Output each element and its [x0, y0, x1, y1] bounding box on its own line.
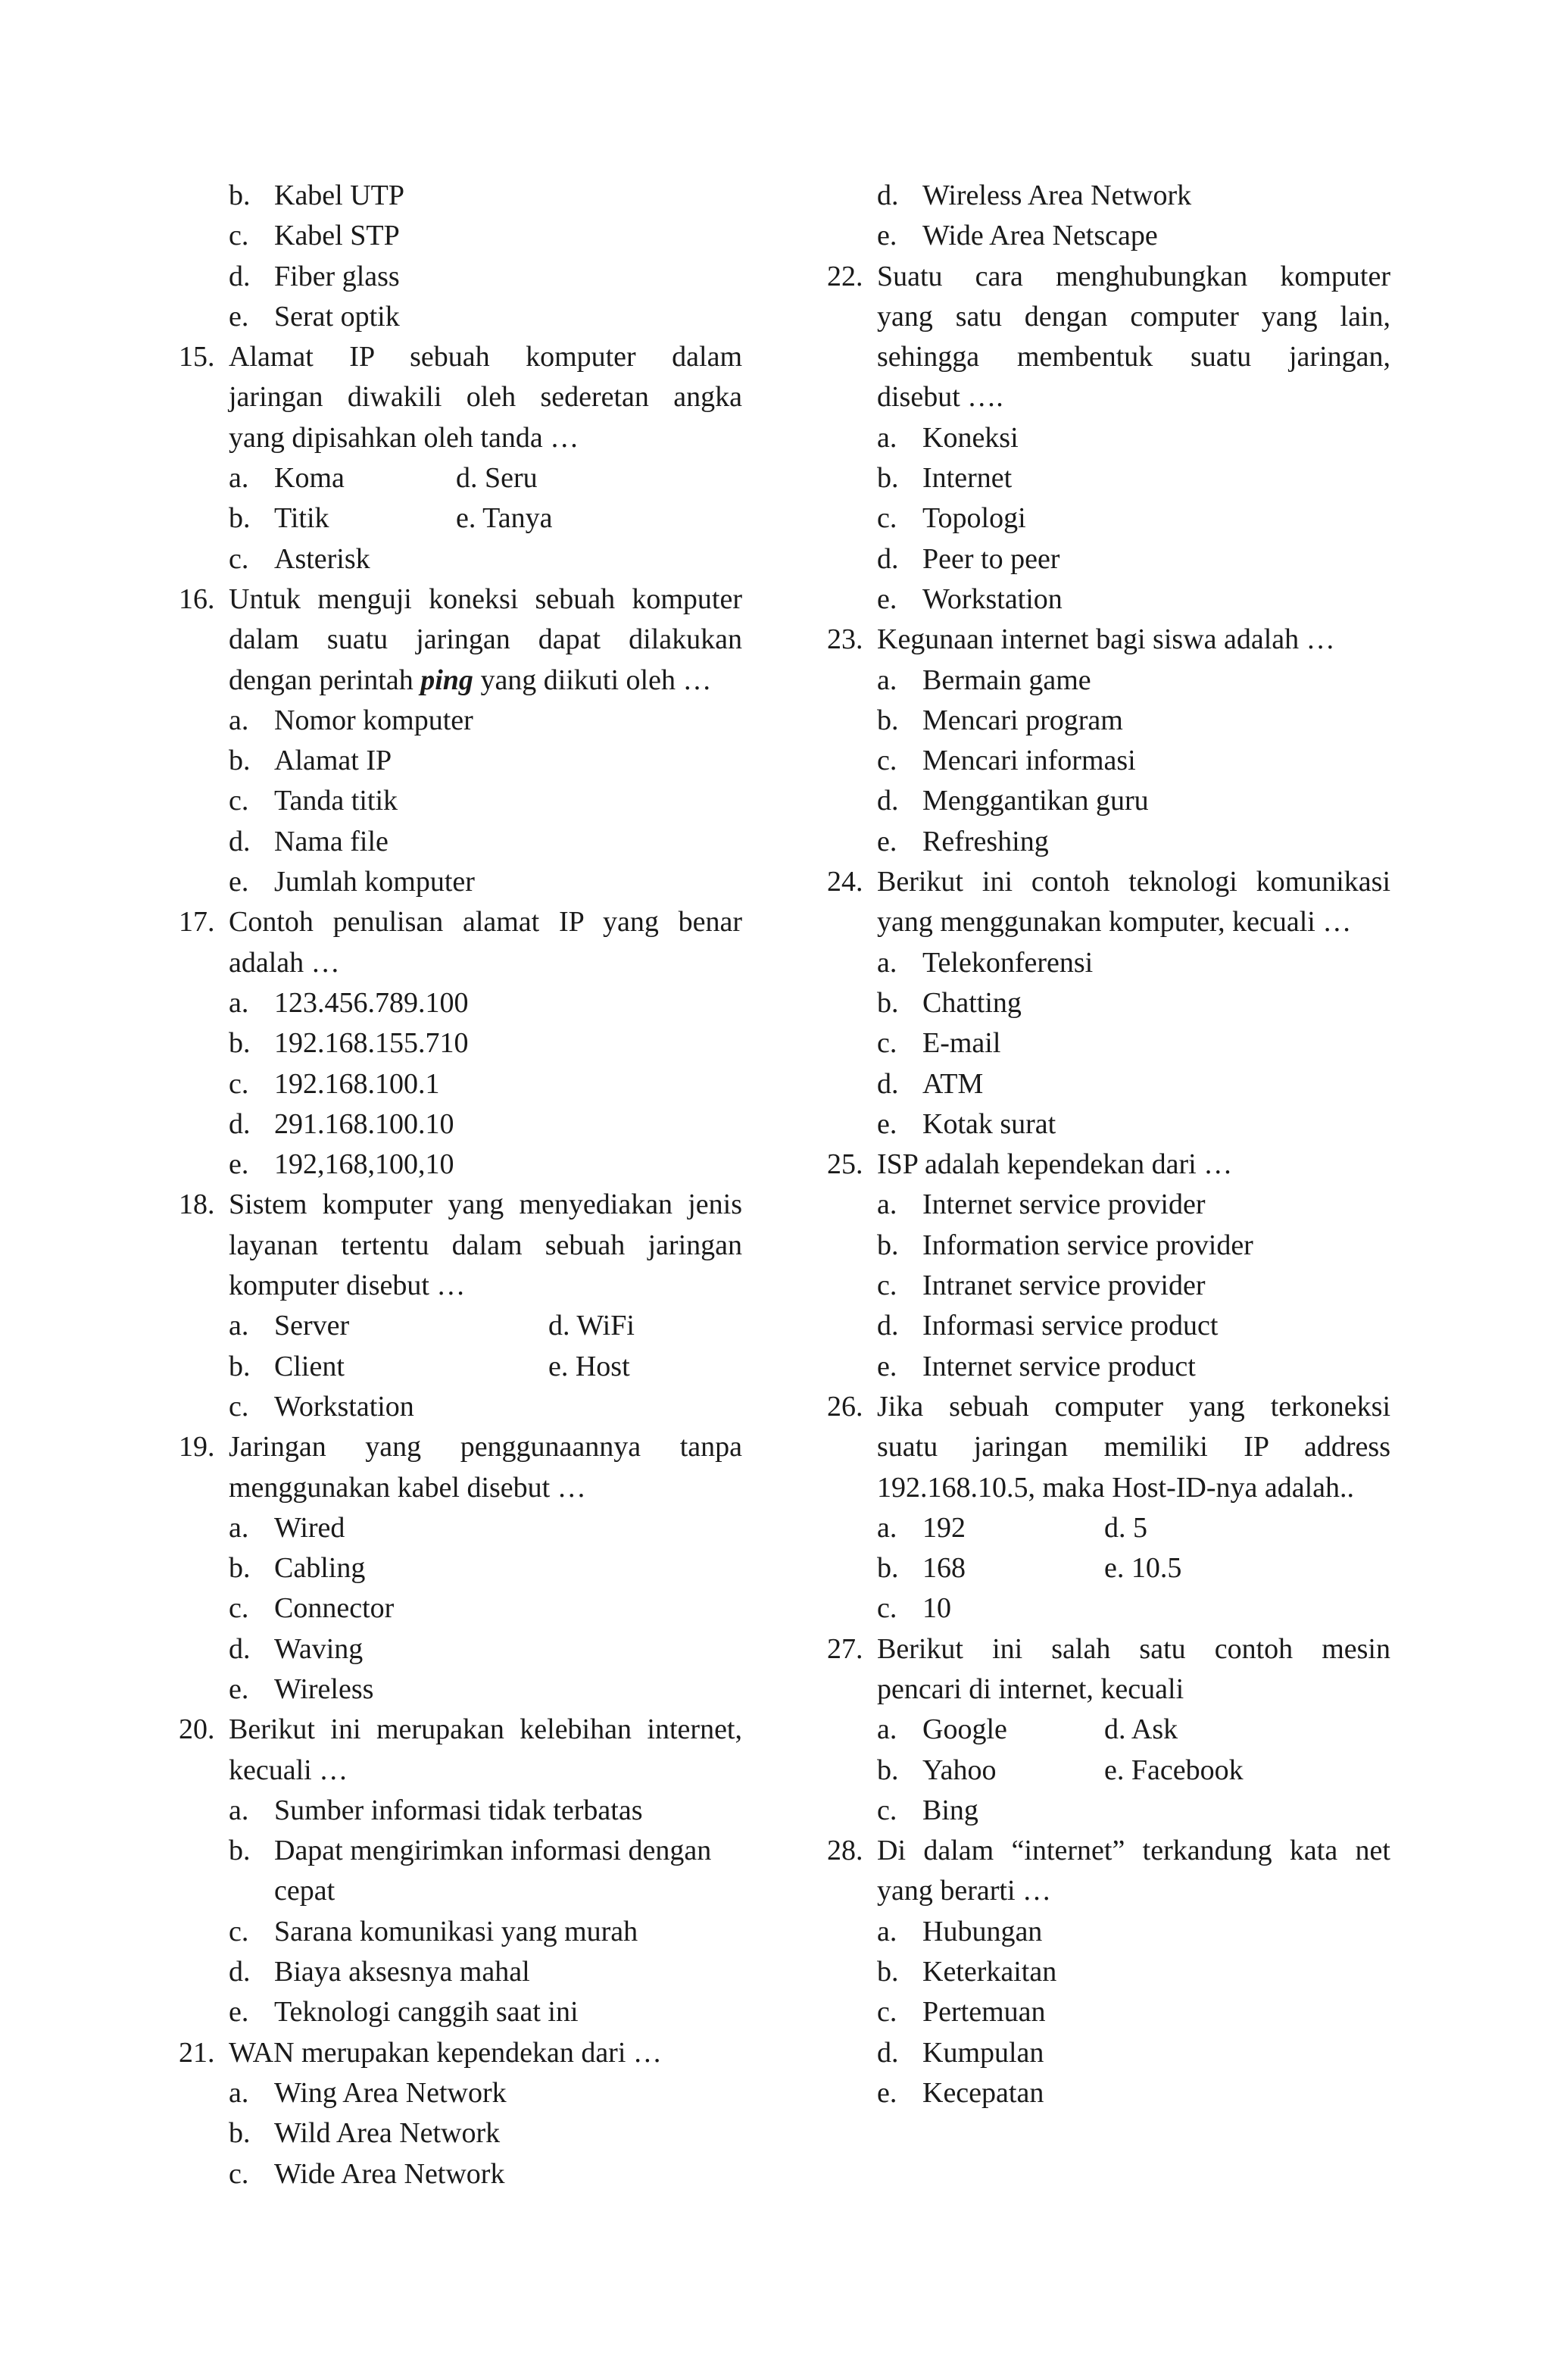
option-text: Workstation	[922, 583, 1063, 615]
option-letter: b.	[229, 1835, 251, 1867]
q20-option-b	[179, 1831, 742, 1871]
q22-option-e	[827, 579, 1390, 620]
q26-option-c	[827, 1588, 1390, 1629]
option-text: 192	[922, 1511, 966, 1544]
q15-option-b	[179, 498, 742, 539]
option-letter: c.	[229, 220, 249, 252]
option-letter: e.	[229, 1148, 249, 1181]
q25-option-a	[827, 1185, 1390, 1225]
option-letter: b.	[229, 745, 251, 777]
q19-option-c	[179, 1588, 742, 1629]
option-text: Yahoo	[922, 1754, 997, 1786]
option-letter: d.	[877, 1310, 899, 1342]
option-text: Teknologi canggih saat ini	[274, 1996, 579, 2029]
q22-question-line	[827, 337, 1390, 377]
q24-question-line	[827, 902, 1390, 942]
option-text: Internet service product	[922, 1350, 1196, 1382]
q19-question-line	[179, 1468, 742, 1508]
option-text: Kumpulan	[922, 2036, 1044, 2069]
option-letter: a.	[877, 1915, 897, 1947]
q28-option-b	[827, 1952, 1390, 1992]
option-text: Koma	[274, 462, 345, 495]
question-text: Jaringan yang penggunaannya tanpa	[229, 1431, 742, 1463]
q24-option-b	[827, 983, 1390, 1023]
question-text: 192.168.10.5, maka Host-ID-nya adalah..	[877, 1471, 1355, 1504]
question-text: yang dipisahkan oleh tanda …	[229, 421, 579, 454]
q25-option-e	[827, 1347, 1390, 1387]
option-text: Client	[274, 1350, 345, 1382]
question-text: yang berarti …	[877, 1875, 1052, 1907]
q26-question-line	[827, 1427, 1390, 1467]
q28-option-e	[827, 2073, 1390, 2113]
question-number: 23.	[827, 623, 863, 656]
q28-question-line	[827, 1831, 1390, 1871]
option-text: Wing Area Network	[274, 2076, 507, 2109]
q24-option-a	[827, 943, 1390, 983]
option-letter: c.	[877, 1027, 897, 1060]
q21-question-line	[179, 2033, 742, 2073]
option-letter: c.	[229, 785, 249, 817]
option-text: Koneksi	[922, 421, 1019, 454]
option-letter: c.	[229, 1390, 249, 1423]
option-text: Kabel UTP	[274, 180, 405, 211]
option-text: Hubungan	[922, 1915, 1043, 1947]
q27-question-line	[827, 1629, 1390, 1669]
option-text: Sarana komunikasi yang murah	[274, 1915, 638, 1947]
option-text: E-mail	[922, 1027, 1001, 1060]
q20-question-line	[179, 1751, 742, 1791]
option-letter: a.	[229, 1794, 249, 1826]
question-text: Berikut ini merupakan kelebihan internet,	[229, 1713, 742, 1746]
option-letter: c.	[877, 1996, 897, 2029]
option-letter: e.	[229, 300, 249, 333]
option-text: cepat	[274, 1875, 335, 1907]
q22-option-c	[827, 498, 1390, 539]
question-text: kecuali …	[229, 1754, 348, 1786]
question-text-part: dengan perintah	[229, 664, 421, 696]
option-letter: a.	[877, 1188, 897, 1221]
option-letter: d.	[877, 542, 899, 575]
option-letter: b.	[877, 462, 899, 495]
q19-option-a	[179, 1508, 742, 1548]
option-letter: d.	[877, 2036, 899, 2069]
question-text: komputer disebut …	[229, 1270, 466, 1302]
option-text: Jumlah komputer	[274, 866, 475, 898]
option-text: Waving	[274, 1632, 364, 1665]
option-text-second: e. Host	[548, 1350, 630, 1382]
q16-option-c	[179, 781, 742, 821]
q18-question-line	[179, 1226, 742, 1266]
option-text: Wide Area Netscape	[922, 220, 1158, 252]
question-number: 25.	[827, 1148, 863, 1181]
option-letter: a.	[877, 664, 897, 696]
q23-option-e	[827, 822, 1390, 862]
option-text: Mencari informasi	[922, 745, 1136, 777]
q18-question-line	[179, 1266, 742, 1306]
option-letter: d.	[229, 825, 251, 857]
q16-option-b	[179, 741, 742, 781]
option-text: Dapat mengirimkan informasi dengan	[274, 1835, 712, 1867]
option-letter: c.	[229, 1592, 249, 1625]
q16-question-line	[179, 661, 742, 701]
option-letter: c.	[877, 745, 897, 777]
left-column	[179, 176, 742, 2194]
option-text: 192.168.155.710	[274, 1027, 469, 1060]
q21-option-b	[179, 2113, 742, 2154]
option-text: Topologi	[922, 502, 1026, 535]
option-letter: e.	[229, 1673, 249, 1705]
q18-option-c	[179, 1387, 742, 1427]
question-text: dalam suatu jaringan dapat dilakukan	[229, 623, 742, 656]
option-text-second: d. 5	[1104, 1511, 1147, 1544]
q23-option-a	[827, 661, 1390, 701]
q16-question-line	[179, 620, 742, 660]
q17-option-a	[179, 983, 742, 1023]
option-text: 123.456.789.100	[274, 986, 469, 1019]
option-text: Titik	[274, 502, 329, 535]
q16-option-a	[179, 701, 742, 741]
option-text: Server	[274, 1310, 350, 1342]
question-text: Berikut ini contoh teknologi komunikasi	[877, 866, 1390, 898]
q17-question-line	[179, 902, 742, 942]
q25-option-d	[827, 1306, 1390, 1346]
option-letter: a.	[229, 1511, 249, 1544]
q26-option-b	[827, 1548, 1390, 1588]
q20-option-d	[179, 1952, 742, 1992]
q20-option-b-continuation	[179, 1871, 742, 1911]
option-text-second: d. Ask	[1104, 1713, 1178, 1746]
option-letter: d.	[229, 260, 251, 292]
q25-question-line	[827, 1145, 1390, 1185]
question-number: 16.	[179, 583, 215, 615]
option-text: Wide Area Network	[274, 2157, 505, 2190]
q17-question-line	[179, 943, 742, 983]
q19-option-e	[179, 1669, 742, 1710]
q19-question-line	[179, 1427, 742, 1467]
q22-question-line	[827, 257, 1390, 297]
q21-option-e	[827, 216, 1390, 256]
option-text: Nama file	[274, 825, 389, 857]
option-text: Wireless	[274, 1673, 374, 1705]
option-text: Internet	[922, 462, 1013, 495]
question-number: 15.	[179, 341, 215, 373]
option-letter: c.	[877, 502, 897, 535]
option-letter: b.	[877, 1552, 899, 1585]
option-text: Cabling	[274, 1552, 366, 1585]
option-letter: c.	[229, 2157, 249, 2190]
question-text: Alamat IP sebuah komputer dalam	[229, 341, 742, 373]
q21-option-d	[827, 176, 1390, 216]
question-text: ISP adalah kependekan dari …	[877, 1148, 1233, 1181]
q21-option-a	[179, 2073, 742, 2113]
option-letter: b.	[229, 2117, 251, 2150]
option-letter: d.	[877, 180, 899, 211]
option-letter: b.	[877, 1956, 899, 1988]
option-letter: c.	[877, 1592, 897, 1625]
question-number: 28.	[827, 1835, 863, 1867]
q26-question-line	[827, 1468, 1390, 1508]
q26-question-line	[827, 1387, 1390, 1427]
q27-option-c	[827, 1791, 1390, 1831]
option-letter: e.	[877, 2076, 897, 2109]
option-text: Asterisk	[274, 542, 370, 575]
q17-option-e	[179, 1145, 742, 1185]
option-text: Information service provider	[922, 1229, 1253, 1261]
q21-option-c	[179, 2154, 742, 2194]
option-letter: b.	[229, 1027, 251, 1060]
question-text: pencari di internet, kecuali	[877, 1673, 1184, 1705]
question-text	[229, 661, 742, 701]
option-text-second: e. Facebook	[1104, 1754, 1244, 1786]
q22-option-b	[827, 458, 1390, 498]
option-letter: c.	[877, 1270, 897, 1302]
option-text: Tanda titik	[274, 785, 398, 817]
option-text: Wired	[274, 1511, 345, 1544]
option-text-second: d. WiFi	[548, 1310, 635, 1342]
option-letter: e.	[877, 583, 897, 615]
option-letter: e.	[877, 1350, 897, 1382]
q16-option-e	[179, 862, 742, 902]
option-text: Mencari program	[922, 704, 1123, 736]
q22-question-line	[827, 297, 1390, 337]
question-number: 27.	[827, 1632, 863, 1665]
q15-option-a	[179, 458, 742, 498]
option-letter: a.	[877, 946, 897, 979]
question-number: 17.	[179, 906, 215, 939]
q15-question-line	[179, 337, 742, 377]
option-letter: b.	[229, 502, 251, 535]
question-text: WAN merupakan kependekan dari …	[229, 2036, 662, 2069]
option-text: Refreshing	[922, 825, 1049, 857]
option-text: 168	[922, 1552, 966, 1585]
question-text: Di dalam “internet” terkandung kata net	[877, 1835, 1390, 1867]
q14-option-e	[179, 297, 742, 337]
question-text: sehingga membentuk suatu jaringan,	[877, 341, 1390, 373]
question-number: 19.	[179, 1431, 215, 1463]
option-text: Bermain game	[922, 664, 1091, 696]
option-letter: e.	[877, 825, 897, 857]
option-letter: b.	[877, 986, 899, 1019]
option-letter: a.	[229, 986, 249, 1019]
option-text: Informasi service product	[922, 1310, 1219, 1342]
q28-option-c	[827, 1992, 1390, 2032]
q15-question-line	[179, 418, 742, 458]
option-letter: e.	[229, 866, 249, 898]
question-number: 22.	[827, 260, 863, 292]
option-text: Biaya aksesnya mahal	[274, 1956, 530, 1988]
q14-option-c	[179, 216, 742, 256]
option-text: Wireless Area Network	[922, 180, 1192, 211]
q18-option-b	[179, 1347, 742, 1387]
q28-option-a	[827, 1912, 1390, 1952]
option-letter: b.	[229, 180, 251, 211]
q15-question-line	[179, 377, 742, 417]
q16-option-d	[179, 822, 742, 862]
option-letter: a.	[229, 2076, 249, 2109]
option-letter: a.	[877, 1511, 897, 1544]
q20-question-line	[179, 1710, 742, 1750]
option-text: Kecepatan	[922, 2076, 1044, 2109]
question-text: jaringan diwakili oleh sederetan angka	[229, 381, 742, 414]
question-text-part: yang diikuti oleh …	[473, 664, 712, 696]
q24-option-c	[827, 1023, 1390, 1064]
q28-question-line	[827, 1871, 1390, 1911]
question-text: suatu jaringan memiliki IP address	[877, 1431, 1390, 1463]
q27-option-b	[827, 1751, 1390, 1791]
q14-option-b	[179, 176, 742, 216]
option-letter: c.	[229, 542, 249, 575]
question-number: 21.	[179, 2036, 215, 2069]
option-text-second: e. Tanya	[456, 502, 553, 535]
q23-question-line	[827, 620, 1390, 660]
q16-question-line	[179, 579, 742, 620]
q22-question-line	[827, 377, 1390, 417]
q24-option-d	[827, 1064, 1390, 1104]
q17-option-d	[179, 1104, 742, 1145]
q25-option-b	[827, 1226, 1390, 1266]
q23-option-b	[827, 701, 1390, 741]
q20-option-a	[179, 1791, 742, 1831]
option-text: Menggantikan guru	[922, 785, 1149, 817]
option-text: 192,168,100,10	[274, 1148, 454, 1181]
question-text: yang menggunakan komputer, kecuali …	[877, 906, 1352, 939]
option-text: Google	[922, 1713, 1007, 1746]
option-text: Wild Area Network	[274, 2117, 501, 2150]
option-letter: e.	[877, 1107, 897, 1140]
question-number: 26.	[827, 1390, 863, 1423]
question-text: Kegunaan internet bagi siswa adalah …	[877, 623, 1335, 656]
q28-option-d	[827, 2033, 1390, 2073]
q24-option-e	[827, 1104, 1390, 1145]
option-letter: a.	[877, 1713, 897, 1746]
option-text: Internet service provider	[922, 1188, 1206, 1221]
option-text: Serat optik	[274, 300, 400, 333]
option-letter: d.	[229, 1632, 251, 1665]
q20-option-c	[179, 1912, 742, 1952]
option-text: ATM	[922, 1067, 984, 1100]
option-letter: b.	[877, 704, 899, 736]
option-text-second: e. 10.5	[1104, 1552, 1182, 1585]
question-text: Untuk menguji koneksi sebuah komputer	[229, 583, 742, 615]
option-text: Intranet service provider	[922, 1270, 1206, 1302]
q23-option-c	[827, 741, 1390, 781]
q22-option-d	[827, 539, 1390, 579]
question-text: Contoh penulisan alamat IP yang benar	[229, 906, 742, 939]
q18-question-line	[179, 1185, 742, 1225]
question-text: Jika sebuah computer yang terkoneksi	[877, 1390, 1390, 1423]
option-text: Pertemuan	[922, 1996, 1046, 2029]
option-letter: a.	[877, 421, 897, 454]
q19-option-d	[179, 1629, 742, 1669]
question-number: 20.	[179, 1713, 215, 1746]
option-text: Sumber informasi tidak terbatas	[274, 1794, 643, 1826]
option-text: Connector	[274, 1592, 395, 1625]
question-text: menggunakan kabel disebut …	[229, 1471, 586, 1504]
option-text: 192.168.100.1	[274, 1067, 440, 1100]
option-letter: a.	[229, 704, 249, 736]
option-letter: a.	[229, 462, 249, 495]
question-text: Suatu cara menghubungkan komputer	[877, 260, 1390, 292]
option-text: Telekonferensi	[922, 946, 1094, 979]
option-text: 10	[922, 1592, 951, 1625]
option-text: Alamat IP	[274, 745, 392, 777]
q19-option-b	[179, 1548, 742, 1588]
option-letter: b.	[877, 1754, 899, 1786]
option-letter: c.	[229, 1067, 249, 1100]
option-text: Kabel STP	[274, 220, 400, 252]
q24-question-line	[827, 862, 1390, 902]
option-letter: d.	[229, 1956, 251, 1988]
q27-option-a	[827, 1710, 1390, 1750]
option-text: Workstation	[274, 1390, 414, 1423]
option-letter: b.	[877, 1229, 899, 1261]
q14-option-d	[179, 257, 742, 297]
question-text: yang satu dengan computer yang lain,	[877, 300, 1390, 333]
question-text: Sistem komputer yang menyediakan jenis	[229, 1188, 742, 1221]
option-text: Kotak surat	[922, 1107, 1056, 1140]
option-letter: d.	[229, 1107, 251, 1140]
q22-option-a	[827, 418, 1390, 458]
option-text: 291.168.100.10	[274, 1107, 454, 1140]
option-letter: c.	[229, 1915, 249, 1947]
q27-question-line	[827, 1669, 1390, 1710]
option-text-second: d. Seru	[456, 462, 538, 495]
right-column	[827, 176, 1390, 2113]
question-text: disebut ….	[877, 381, 1003, 414]
option-text: Chatting	[922, 986, 1022, 1019]
emphasized-command: ping	[420, 664, 473, 696]
option-letter: e.	[229, 1996, 249, 2029]
option-text: Fiber glass	[274, 260, 400, 292]
q17-option-c	[179, 1064, 742, 1104]
question-text: Berikut ini salah satu contoh mesin	[877, 1632, 1390, 1665]
q25-option-c	[827, 1266, 1390, 1306]
q15-option-c	[179, 539, 742, 579]
option-text: Nomor komputer	[274, 704, 473, 736]
option-letter: e.	[877, 220, 897, 252]
option-text: Bing	[922, 1794, 978, 1826]
q20-option-e	[179, 1992, 742, 2032]
q23-option-d	[827, 781, 1390, 821]
option-letter: d.	[877, 785, 899, 817]
q17-option-b	[179, 1023, 742, 1064]
q18-option-a	[179, 1306, 742, 1346]
option-letter: b.	[229, 1350, 251, 1382]
option-letter: c.	[877, 1794, 897, 1826]
question-text: adalah …	[229, 946, 340, 979]
q26-option-a	[827, 1508, 1390, 1548]
question-text: layanan tertentu dalam sebuah jaringan	[229, 1229, 742, 1261]
option-letter: a.	[229, 1310, 249, 1342]
option-letter: b.	[229, 1552, 251, 1585]
question-number: 18.	[179, 1188, 215, 1221]
option-text: Peer to peer	[922, 542, 1060, 575]
option-text: Keterkaitan	[922, 1956, 1057, 1988]
question-number: 24.	[827, 866, 863, 898]
option-letter: d.	[877, 1067, 899, 1100]
